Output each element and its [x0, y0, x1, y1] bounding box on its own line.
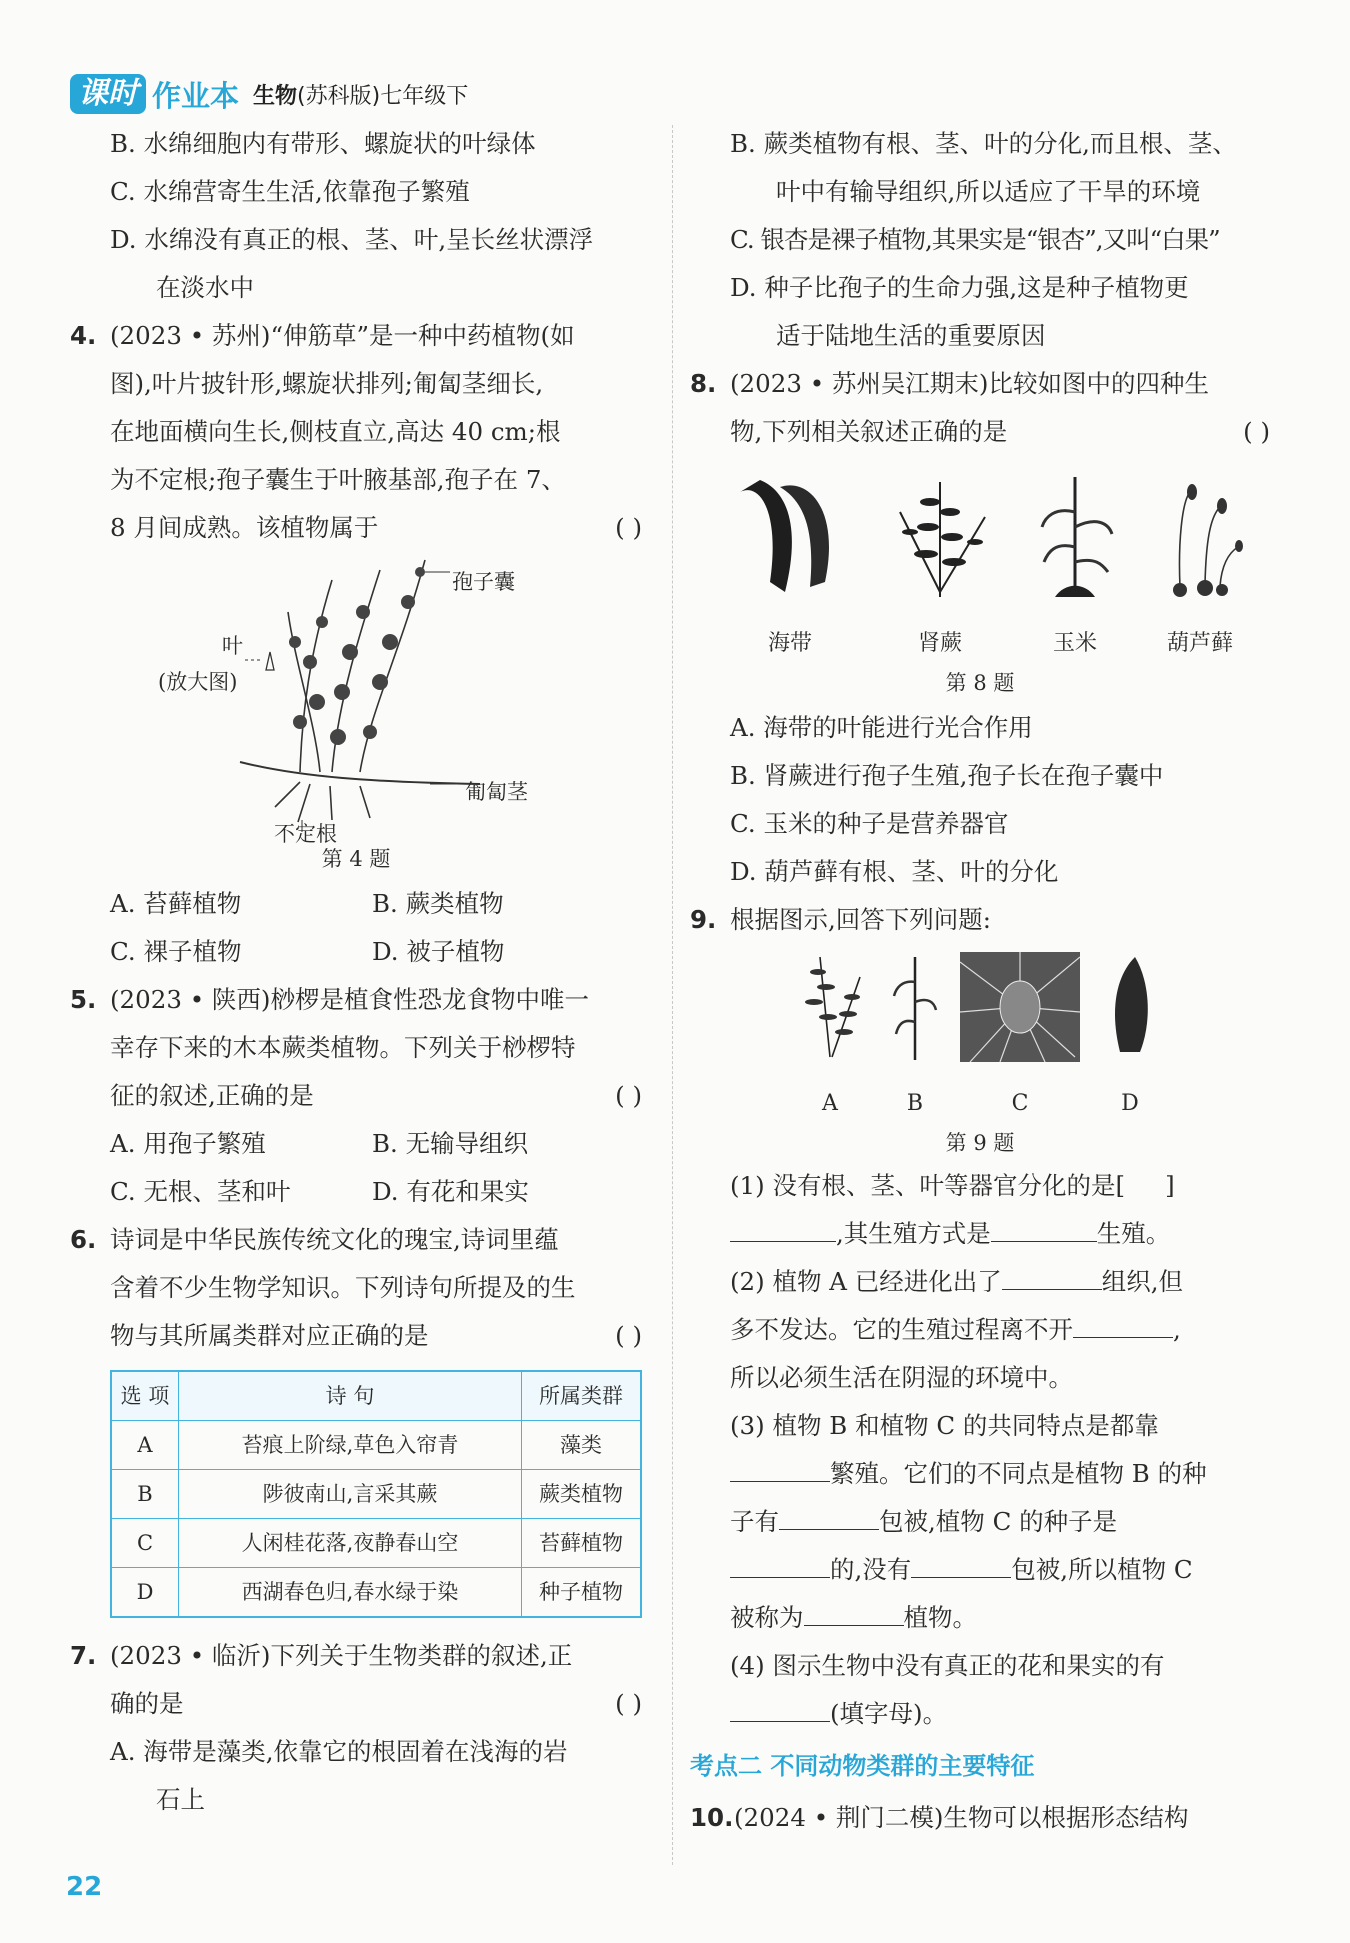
- q5-line-2: 幸存下来的木本蕨类植物。下列关于桫椤特: [110, 1033, 576, 1062]
- answer-blank[interactable]: [730, 1455, 830, 1482]
- right-column: [690, 120, 1270, 1842]
- table-cell: C: [111, 1519, 179, 1568]
- q8-figure: [690, 472, 1270, 668]
- corn-icon: [890, 952, 940, 1062]
- q3-option-d-cont: 在淡水中: [156, 273, 254, 302]
- table-header-cell: 选 项: [111, 1371, 179, 1421]
- plant-d: D: [1100, 952, 1160, 1128]
- table-cell: 蕨类植物: [522, 1470, 642, 1519]
- q8-line-1: 8. (2023 • 苏州吴江期末)比较如图中的四种生: [690, 369, 1209, 398]
- label-adventitious-root: 不定根: [274, 822, 337, 846]
- q9-part-2-cont: 多不发达。它的生殖过程离不开 ,: [690, 1306, 1270, 1354]
- table-cell: 苔痕上阶绿,草色入帘青: [179, 1421, 522, 1470]
- pine-cone-icon: [960, 952, 1080, 1062]
- answer-bracket: ( ): [615, 513, 642, 542]
- q9-caption: 第 9 题: [945, 1131, 1015, 1155]
- table-cell: 藻类: [522, 1421, 642, 1470]
- kelp-icon: [1100, 952, 1160, 1062]
- table-row: [111, 1470, 641, 1519]
- answer-blank[interactable]: [804, 1599, 904, 1626]
- q7-option-a: A. 海带是藻类,依靠它的根固着在浅海的岩: [110, 1737, 568, 1766]
- q4-options-row-1: A. 苔藓植物 B. 蕨类植物: [110, 889, 504, 918]
- q9-part-1: (1) 没有根、茎、叶等器官分化的是[ ]: [730, 1171, 1175, 1200]
- q8-option-a: A. 海带的叶能进行光合作用: [730, 713, 1033, 742]
- q3-option-c: C. 水绵营寄生生活,依靠孢子繁殖: [110, 177, 470, 206]
- q9-figure: [690, 952, 1270, 1128]
- q7-option-d-cont: 适于陆地生活的重要原因: [776, 321, 1046, 350]
- q9-part-4-cont: (填字母)。: [690, 1690, 1270, 1738]
- q8-caption: 第 8 题: [945, 671, 1015, 695]
- plant-b: B: [890, 952, 940, 1128]
- q5-line-3: 征的叙述,正确的是 ( ): [70, 1072, 642, 1120]
- q5-line-1: 5. (2023 • 陕西)桫椤是植食性恐龙食物中唯一: [70, 985, 589, 1014]
- q7-option-b-cont: 叶中有输导组织,所以适应了干旱的环境: [776, 177, 1201, 206]
- book-logo: [70, 74, 239, 115]
- q7-option-d: D. 种子比孢子的生命力强,这是种子植物更: [730, 273, 1189, 302]
- column-divider: [672, 125, 673, 1865]
- q7-line-2: 确的是 ( ): [70, 1680, 642, 1728]
- q5-options-row-2: C. 无根、茎和叶 D. 有花和果实: [110, 1177, 529, 1206]
- answer-bracket: ( ): [615, 1321, 642, 1350]
- q8-option-d: D. 葫芦藓有根、茎、叶的分化: [730, 857, 1059, 886]
- left-column: [70, 120, 642, 1824]
- table-cell: 种子植物: [522, 1568, 642, 1618]
- table-cell: 陟彼南山,言采其蕨: [179, 1470, 522, 1519]
- answer-blank[interactable]: [779, 1503, 879, 1530]
- table-cell: 西湖春色归,春水绿于染: [179, 1568, 522, 1618]
- q4-line-5: 8 月间成熟。该植物属于 ( ): [70, 504, 642, 552]
- logo-badge: 课时: [70, 74, 146, 114]
- q7-option-a-cont: 石上: [156, 1785, 205, 1814]
- corn-icon: [1030, 472, 1120, 602]
- table-cell: D: [111, 1568, 179, 1618]
- table-header-row: [111, 1371, 641, 1421]
- q9-intro: 9. 根据图示,回答下列问题:: [690, 905, 992, 934]
- fern-icon: [790, 952, 870, 1062]
- q4-line-2: 图),叶片披针形,螺旋状排列;匍匐茎细长,: [110, 369, 544, 398]
- plant-kelp: 海带: [730, 472, 850, 668]
- q9-part-2-end: 所以必须生活在阴湿的环境中。: [730, 1363, 1073, 1392]
- q6-line-1: 6. 诗词是中华民族传统文化的瑰宝,诗词里蕴: [70, 1225, 559, 1254]
- q9-part-4: (4) 图示生物中没有真正的花和果实的有: [730, 1651, 1165, 1680]
- q4-line-3: 在地面横向生长,侧枝直立,高达 40 cm;根: [110, 417, 561, 446]
- q8-option-b: B. 肾蕨进行孢子生殖,孢子长在孢子囊中: [730, 761, 1164, 790]
- table-cell: A: [111, 1421, 179, 1470]
- table-cell: B: [111, 1470, 179, 1519]
- plant-moss: 葫芦藓: [1150, 472, 1250, 668]
- table-row: [111, 1568, 641, 1618]
- q4-line-4: 为不定根;孢子囊生于叶腋基部,孢子在 7、: [110, 465, 566, 494]
- q6-line-2: 含着不少生物学知识。下列诗句所提及的生: [110, 1273, 576, 1302]
- label-sporangium: 孢子囊: [452, 570, 515, 594]
- answer-blank[interactable]: [1073, 1311, 1173, 1338]
- table-header-cell: 所属类群: [522, 1371, 642, 1421]
- q10-line-1: 10.(2024 • 荆门二模)生物可以根据形态结构: [690, 1803, 1189, 1832]
- q5-options-row-1: A. 用孢子繁殖 B. 无输导组织: [110, 1129, 529, 1158]
- answer-bracket: ( ): [615, 1689, 642, 1718]
- plant-fern: 肾蕨: [880, 472, 1000, 668]
- table-header-cell: 诗 句: [179, 1371, 522, 1421]
- poem-table: [110, 1370, 642, 1618]
- label-stolon: 匍匐茎: [465, 780, 528, 804]
- q4-caption: 第 4 题: [321, 847, 391, 871]
- q3-option-b: B. 水绵细胞内有带形、螺旋状的叶绿体: [110, 129, 536, 158]
- q4-line-1: 4. (2023 • 苏州)“伸筋草”是一种中药植物(如: [70, 321, 575, 350]
- moss-icon: [1150, 472, 1250, 602]
- plant-corn: 玉米: [1030, 472, 1120, 668]
- q8-option-c: C. 玉米的种子是营养器官: [730, 809, 1009, 838]
- fern-icon: [880, 472, 1000, 602]
- q4-options-row-2: C. 裸子植物 D. 被子植物: [110, 937, 505, 966]
- plant-c: C: [960, 952, 1080, 1128]
- q7-line-1: 7. (2023 • 临沂)下列关于生物类群的叙述,正: [70, 1641, 573, 1670]
- table-cell: 苔藓植物: [522, 1519, 642, 1568]
- label-leaf: 叶: [222, 634, 243, 658]
- club-moss-illustration: [70, 552, 642, 844]
- table-row: [111, 1421, 641, 1470]
- page-header: [70, 72, 468, 116]
- q8-line-2: 物,下列相关叙述正确的是 ( ): [690, 408, 1270, 456]
- answer-blank[interactable]: [991, 1215, 1097, 1242]
- table-row: [111, 1519, 641, 1568]
- q9-part-3: (3) 植物 B 和植物 C 的共同特点是都靠: [730, 1411, 1159, 1440]
- page-number: 22: [66, 1872, 103, 1902]
- logo-text: 作业本: [152, 78, 240, 113]
- answer-blank[interactable]: [911, 1551, 1011, 1578]
- q6-line-3: 物与其所属类群对应正确的是 ( ): [70, 1312, 642, 1360]
- answer-blank[interactable]: [730, 1215, 836, 1242]
- q9-part-3-l5: 被称为 植物。: [690, 1594, 1270, 1642]
- answer-blank[interactable]: [730, 1551, 830, 1578]
- answer-blank[interactable]: [730, 1695, 830, 1722]
- table-cell: 人闲桂花落,夜静春山空: [179, 1519, 522, 1568]
- answer-blank[interactable]: [1002, 1263, 1102, 1290]
- q9-part-3-l2: 繁殖。它们的不同点是植物 B 的种: [690, 1450, 1270, 1498]
- section-title: 考点二 不同动物类群的主要特征: [690, 1752, 1035, 1780]
- q4-figure: [70, 552, 642, 844]
- q9-part-2: (2) 植物 A 已经进化出了 组织,但: [690, 1258, 1270, 1306]
- answer-bracket: ( ): [1243, 417, 1270, 446]
- q9-part-1-cont: ,其生殖方式是 生殖。: [690, 1210, 1270, 1258]
- q7-option-c: C. 银杏是裸子植物,其果实是“银杏”,又叫“白果”: [730, 225, 1220, 254]
- kelp-icon: [730, 472, 850, 602]
- q7-option-b: B. 蕨类植物有根、茎、叶的分化,而且根、茎、: [730, 129, 1237, 158]
- answer-bracket: ( ): [615, 1081, 642, 1110]
- q3-option-d: D. 水绵没有真正的根、茎、叶,呈长丝状漂浮: [110, 225, 594, 254]
- subject-label: 生物(苏科版)七年级下: [253, 83, 469, 109]
- q9-part-3-l3: 子有 包被,植物 C 的种子是: [690, 1498, 1270, 1546]
- label-leaf-note: (放大图): [158, 670, 238, 694]
- plant-a: A: [790, 952, 870, 1128]
- q9-part-3-l4: 的,没有 包被,所以植物 C: [690, 1546, 1270, 1594]
